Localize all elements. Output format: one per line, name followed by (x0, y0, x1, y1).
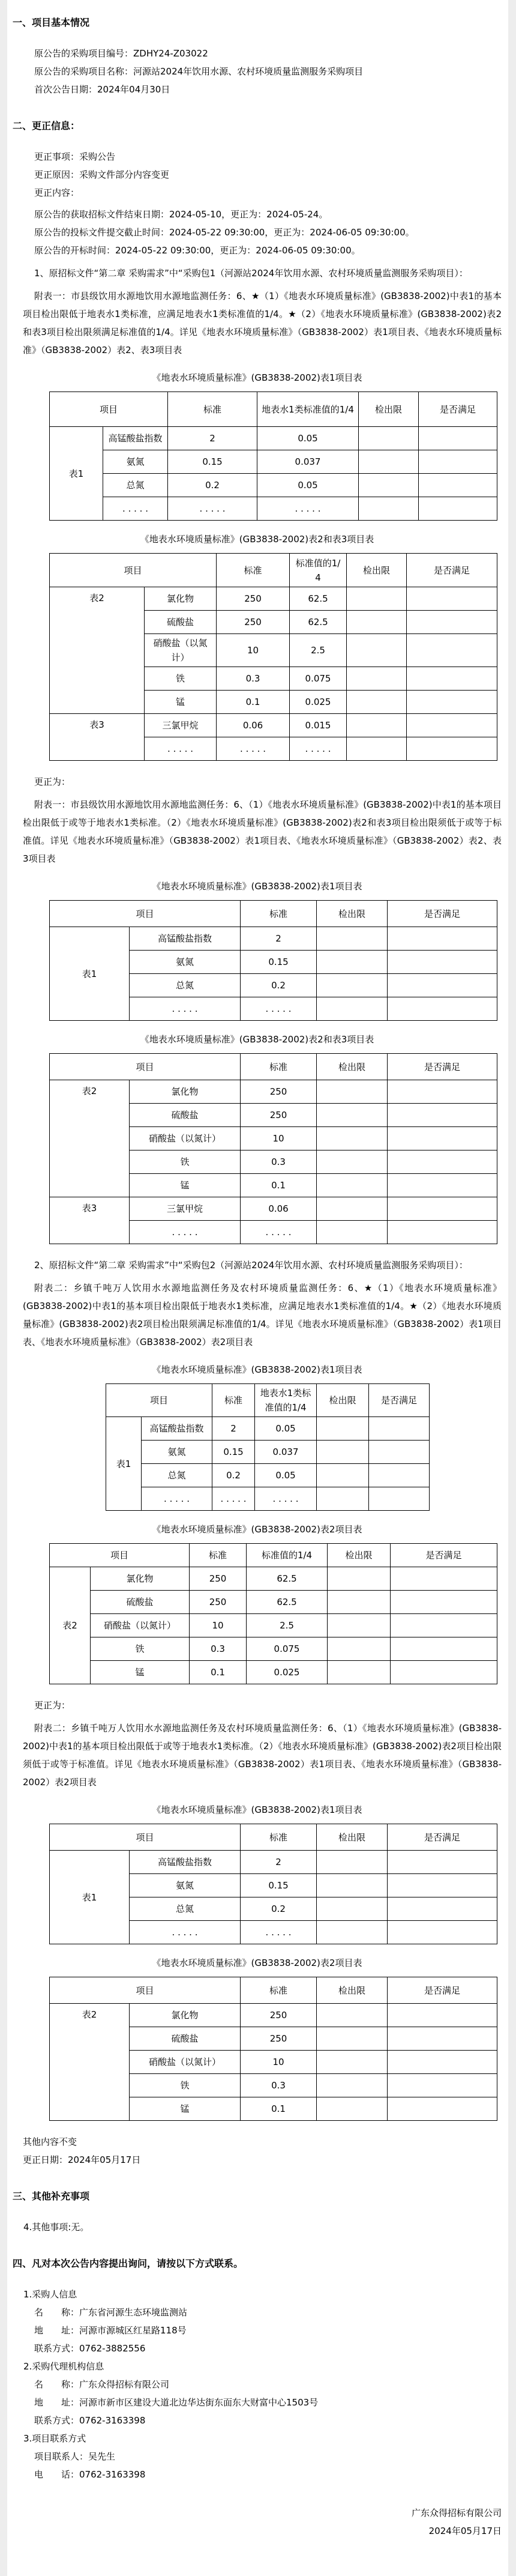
row-group-label: 表2 (50, 587, 145, 714)
table-cell (388, 974, 497, 997)
table-cell (317, 1464, 369, 1487)
column-header: 标准 (241, 901, 317, 927)
table-cell: 氯化物 (145, 587, 217, 611)
table-cell (388, 1197, 497, 1221)
table-cell (407, 691, 497, 714)
table-cell (388, 1127, 497, 1150)
package2-paragraph: 2、原招标文件“第二章 采购需求”中“采购包2（河源站2024年饮用水源、农村环境质量监测服务采购项目）： (34, 1260, 468, 1271)
table-cell: 铁 (130, 2074, 241, 2097)
table-cell: . . . . . (130, 997, 241, 1021)
column-header: 检出限 (328, 1544, 391, 1567)
table-cell: 0.15 (241, 1874, 317, 1897)
table-cell: 氨氮 (142, 1441, 212, 1464)
table-cell (388, 1104, 497, 1127)
column-header: 标准 (217, 554, 290, 587)
table-cell: 高锰酸盐指数 (103, 427, 168, 450)
table-cell (317, 1174, 388, 1197)
table-cell: 0.3 (241, 2074, 317, 2097)
data-table (49, 392, 497, 521)
table-cell (407, 737, 497, 761)
column-header: 是否满足 (391, 1544, 497, 1567)
table-cell: 锰 (91, 1661, 190, 1684)
row-group-label: 表1 (50, 927, 130, 1021)
table-cell (369, 1487, 430, 1511)
column-header: 标准 (168, 392, 257, 427)
table-cell: 250 (217, 587, 290, 611)
table-cell (391, 1567, 497, 1591)
table-cell (317, 1417, 369, 1441)
table-cell (317, 1150, 388, 1174)
purchaser-name: 名 称：广东省河源生态环境监测站 (34, 2307, 188, 2318)
signature-block (13, 2504, 502, 2540)
table-cell: 0.05 (257, 474, 359, 497)
column-header: 检出限 (317, 1977, 388, 2004)
annex1-corrected-paragraph: 附表一：市县级饮用水源地饮用水源地监测任务：6、（1）《地表水环境质量标准》(GB3838-2002)中表1的基本项目检出限低于或等于地表水1类标准。（2）《地表水环境质量标准》(GB3838-2002)表2和表3项目检出限须低于或等于标准值。详见《地表水环境质量标准》（GB3838-2002）表1项目表、《地表水环境质量标准》（GB3838-2002）表2、表3项目表 (23, 799, 502, 864)
table-group-annex1-original-t2t3 (13, 533, 502, 761)
table-cell (391, 1591, 497, 1614)
table-cell (328, 1661, 391, 1684)
column-header: 项目 (50, 392, 168, 427)
data-table (49, 553, 497, 761)
data-table (49, 1824, 497, 1944)
table-cell: 硫酸盐 (91, 1591, 190, 1614)
table-title: 《地表水环境质量标准》(GB3838-2002)表2和表3项目表 (140, 1034, 374, 1045)
table-cell: 0.15 (241, 951, 317, 974)
column-header: 项目 (50, 1824, 241, 1851)
row-group-label: 表2 (50, 1567, 91, 1684)
table-cell (317, 1874, 388, 1897)
correction-reason-line: 更正原因：采购文件部分内容变更 (34, 169, 170, 180)
table-cell (407, 587, 497, 611)
table-group-annex2-corrected-t1 (13, 1803, 502, 1944)
table-cell (391, 1661, 497, 1684)
table-cell (407, 667, 497, 691)
table-cell: 0.015 (290, 714, 347, 737)
table-cell (388, 1150, 497, 1174)
column-header: 是否满足 (388, 1054, 497, 1080)
project-contact-phone: 电 话：0762-3163398 (34, 2469, 146, 2480)
table-cell: 250 (217, 611, 290, 634)
table-cell: 0.2 (241, 974, 317, 997)
table-cell: 0.3 (217, 667, 290, 691)
table-cell: 总氮 (130, 1897, 241, 1921)
table-cell (369, 1417, 430, 1441)
table-cell: 0.15 (212, 1441, 255, 1464)
purchaser-address: 地 址：河源市源城区红星路118号 (34, 2325, 187, 2336)
column-header: 标准 (241, 1054, 317, 1080)
table-cell (347, 737, 407, 761)
table-cell: 2.5 (247, 1614, 328, 1637)
table-title: 《地表水环境质量标准》(GB3838-2002)表1项目表 (152, 1804, 362, 1815)
table-cell: 250 (241, 2004, 317, 2027)
section3-heading: 三、其他补充事项 (13, 2191, 90, 2202)
column-header: 标准值的1/4 (290, 554, 347, 587)
table-cell: 硫酸盐 (130, 2027, 241, 2051)
table-cell: 三氯甲烷 (145, 714, 217, 737)
data-table (106, 1383, 430, 1511)
table-cell (317, 1851, 388, 1874)
table-cell (369, 1441, 430, 1464)
first-announce-date-line: 首次公告日期：2024年04月30日 (34, 84, 170, 95)
table-cell (317, 2027, 388, 2051)
column-header: 是否满足 (388, 1977, 497, 2004)
table-cell (388, 2097, 497, 2121)
table-cell: . . . . . (255, 1487, 317, 1511)
column-header: 项目 (50, 1977, 241, 2004)
table-cell: . . . . . (130, 1921, 241, 1944)
table-cell: . . . . . (168, 497, 257, 521)
table-group-annex2-original-t1 (13, 1363, 502, 1511)
annex2-original-paragraph: 附表二：乡镇千吨万人饮用水水源地监测任务及农村环境质量监测任务：6、★（1）《地表水环境质量标准》(GB3838-2002)中表1的基本项目检出限低于地表水1类标准，应满足地表水1类标准值的1/4。★（2）《地表水环境质量标准》(GB3838-2002)表2项目检出限须满足标准值的1/4。详见《地表水环境质量标准》（GB3838-2002）表1项目表、《地表水环境质量标准》（GB3838-2002）表2项目表 (23, 1283, 502, 1347)
table-cell: 0.15 (168, 450, 257, 474)
table-cell (388, 2004, 497, 2027)
table-cell: 10 (241, 2051, 317, 2074)
table-cell: . . . . . (103, 497, 168, 521)
table-title: 《地表水环境质量标准》(GB3838-2002)表2和表3项目表 (140, 534, 374, 545)
table-cell: 0.3 (190, 1637, 247, 1661)
project-number-line: 原公告的采购项目编号：ZDHY24-Z03022 (34, 48, 208, 59)
column-header: 是否满足 (388, 901, 497, 927)
column-header: 地表水1类标准值的1/4 (255, 1384, 317, 1417)
table-cell (388, 2027, 497, 2051)
table-cell (328, 1637, 391, 1661)
table-cell: . . . . . (257, 497, 359, 521)
table-cell: 2 (241, 1851, 317, 1874)
column-header: 是否满足 (369, 1384, 430, 1417)
column-header: 检出限 (347, 554, 407, 587)
table-cell: 高锰酸盐指数 (130, 1851, 241, 1874)
table-cell (347, 667, 407, 691)
table-cell: 2 (212, 1417, 255, 1441)
table-cell (388, 2074, 497, 2097)
table-cell: 2 (168, 427, 257, 450)
table-cell (388, 951, 497, 974)
table-cell: 硝酸盐（以氮计） (130, 1127, 241, 1150)
table-cell: 250 (190, 1591, 247, 1614)
agency-contact: 联系方式：0762-3163398 (34, 2415, 146, 2426)
table-cell (328, 1591, 391, 1614)
table-cell (317, 1441, 369, 1464)
table-cell (388, 1921, 497, 1944)
table-cell: 氯化物 (91, 1567, 190, 1591)
package1-paragraph: 1、原招标文件“第二章 采购需求”中“采购包1（河源站2024年饮用水源、农村环境质量监测服务采购项目）： (34, 268, 468, 279)
table-cell: 0.025 (290, 691, 347, 714)
table-cell (317, 1921, 388, 1944)
table-cell: 0.037 (257, 450, 359, 474)
column-header: 标准 (241, 1824, 317, 1851)
column-header: 检出限 (359, 392, 419, 427)
table-cell: 2 (241, 927, 317, 951)
column-header: 检出限 (317, 1824, 388, 1851)
annex1-original-paragraph: 附表一：市县级饮用水源地饮用水源地监测任务：6、★（1）《地表水环境质量标准》(GB3838-2002)中表1的基本项目检出限低于地表水1类标准，应满足地表水1类标准值的1/4。★（2）《地表水环境质量标准》(GB3838-2002)表2和表3项目检出限须满足标准值的1/4。详见《地表水环境质量标准》（GB3838-2002）表1项目表、《地表水环境质量标准》（GB3838-2002）表2、表3项目表 (23, 291, 502, 355)
table-group-annex2-corrected-t2 (13, 1956, 502, 2121)
table-cell (388, 1080, 497, 1104)
section4-heading: 四、凡对本次公告内容提出询问，请按以下方式联系。 (13, 2258, 244, 2269)
purchaser-contact: 联系方式：0762-3882556 (34, 2343, 146, 2354)
table-cell: 0.2 (212, 1464, 255, 1487)
project-contact-label: 3.项目联系方式 (23, 2433, 86, 2444)
table-cell (317, 2097, 388, 2121)
row-group-label: 表3 (50, 1197, 130, 1244)
column-header: 地表水1类标准值的1/4 (257, 392, 359, 427)
table-cell: 62.5 (290, 587, 347, 611)
table-cell (317, 951, 388, 974)
corrected-to-label-1: 更正为： (34, 776, 71, 787)
table-cell: 0.1 (241, 1174, 317, 1197)
table-cell (317, 1080, 388, 1104)
column-header: 项目 (50, 554, 217, 587)
project-name-line: 原公告的采购项目名称：河源站2024年饮用水源、农村环境质量监测服务采购项目 (34, 66, 364, 77)
other-unchanged-line: 其他内容不变 (23, 2136, 77, 2147)
row-group-label: 表3 (50, 714, 145, 761)
table-cell (317, 2004, 388, 2027)
table-cell: 250 (241, 1104, 317, 1127)
table-cell: 0.05 (255, 1464, 317, 1487)
table-title: 《地表水环境质量标准》(GB3838-2002)表2项目表 (152, 1524, 362, 1535)
table-cell: 62.5 (290, 611, 347, 634)
bid-submit-deadline-line: 原公告的投标文件提交截止时间：2024-05-22 09:30:00，更正为：2024-06-05 09:30:00。 (34, 227, 415, 238)
table-cell: 0.075 (290, 667, 347, 691)
table-cell (317, 1897, 388, 1921)
column-header: 检出限 (317, 1054, 388, 1080)
table-cell: 250 (241, 1080, 317, 1104)
table-cell (388, 2051, 497, 2074)
table-cell: 高锰酸盐指数 (142, 1417, 212, 1441)
table-cell: 62.5 (247, 1567, 328, 1591)
row-group-label: 表1 (50, 1851, 130, 1944)
table-cell (388, 1874, 497, 1897)
table-cell: . . . . . (241, 1221, 317, 1244)
table-cell (317, 974, 388, 997)
purchaser-label: 1.采购人信息 (23, 2289, 77, 2300)
table-cell: 62.5 (247, 1591, 328, 1614)
table-cell (359, 450, 419, 474)
correction-date-line: 更正日期：2024年05月17日 (23, 2154, 141, 2165)
corrected-to-label-2: 更正为： (34, 1700, 71, 1711)
agency-name: 名 称：广东众得招标有限公司 (34, 2379, 170, 2390)
table-cell: 氯化物 (130, 2004, 241, 2027)
table-cell: 硝酸盐（以氮计） (91, 1614, 190, 1637)
bid-open-time-line: 原公告的开标时间：2024-05-22 09:30:00，更正为：2024-06-05 09:30:00。 (34, 245, 361, 256)
table-cell: 硝酸盐（以氮计） (145, 634, 217, 667)
table-title: 《地表水环境质量标准》(GB3838-2002)表1项目表 (152, 372, 362, 383)
table-cell (388, 1851, 497, 1874)
data-table (49, 1977, 497, 2121)
table-cell (407, 714, 497, 737)
table-cell: 250 (190, 1567, 247, 1591)
table-cell: 0.3 (241, 1150, 317, 1174)
table-cell: . . . . . (290, 737, 347, 761)
table-cell (388, 997, 497, 1021)
table-cell: 0.025 (247, 1661, 328, 1684)
table-cell (407, 634, 497, 667)
column-header: 检出限 (317, 1384, 369, 1417)
table-cell: 0.06 (241, 1197, 317, 1221)
table-cell: 0.2 (168, 474, 257, 497)
table-cell: 高锰酸盐指数 (130, 927, 241, 951)
table-cell: 250 (241, 2027, 317, 2051)
column-header: 是否满足 (419, 392, 497, 427)
table-cell: 氨氮 (130, 951, 241, 974)
table-cell (317, 1197, 388, 1221)
table-cell: 氨氮 (130, 1874, 241, 1897)
column-header: 标准 (190, 1544, 247, 1567)
data-table (49, 1543, 497, 1684)
table-cell: . . . . . (130, 1221, 241, 1244)
table-cell: 锰 (130, 1174, 241, 1197)
table-cell (419, 450, 497, 474)
table-cell (419, 497, 497, 521)
table-cell: 锰 (145, 691, 217, 714)
row-group-label: 表1 (106, 1417, 142, 1511)
correction-item-line: 更正事项：采购公告 (34, 151, 116, 162)
table-cell: 10 (241, 1127, 317, 1150)
column-header: 项目 (50, 1544, 190, 1567)
section2-heading: 二、更正信息： (13, 120, 80, 132)
column-header: 项目 (50, 901, 241, 927)
table-cell: . . . . . (217, 737, 290, 761)
table-cell (391, 1637, 497, 1661)
table-cell: 0.037 (255, 1441, 317, 1464)
table-cell (317, 1487, 369, 1511)
table-cell (317, 1127, 388, 1150)
table-cell (347, 634, 407, 667)
table-title: 《地表水环境质量标准》(GB3838-2002)表1项目表 (152, 1364, 362, 1375)
table-cell: 铁 (130, 1150, 241, 1174)
table-cell (317, 997, 388, 1021)
table-cell (359, 497, 419, 521)
table-cell: 0.1 (217, 691, 290, 714)
column-header: 项目 (106, 1384, 212, 1417)
table-group-annex2-original-t2 (13, 1523, 502, 1684)
table-cell: 10 (217, 634, 290, 667)
table-cell (419, 427, 497, 450)
agency-label: 2.采购代理机构信息 (23, 2361, 104, 2372)
row-group-label: 表1 (50, 427, 103, 521)
table-cell: 锰 (130, 2097, 241, 2121)
column-header: 是否满足 (407, 554, 497, 587)
table-cell (388, 1897, 497, 1921)
table-cell: . . . . . (212, 1487, 255, 1511)
table-cell (369, 1464, 430, 1487)
table-cell: 0.2 (241, 1897, 317, 1921)
table-cell: 氯化物 (130, 1080, 241, 1104)
table-cell (328, 1614, 391, 1637)
doc-deadline-line: 原公告的获取招标文件结束日期：2024-05-10，更正为：2024-05-24。 (34, 209, 328, 220)
data-table (49, 900, 497, 1021)
correction-content-label: 更正内容： (34, 187, 80, 198)
table-cell (419, 474, 497, 497)
table-cell: . . . . . (145, 737, 217, 761)
column-header: 标准 (212, 1384, 255, 1417)
table-cell: . . . . . (241, 1921, 317, 1944)
table-group-annex1-corrected-t1 (13, 880, 502, 1021)
table-cell (347, 714, 407, 737)
table-cell: . . . . . (241, 997, 317, 1021)
table-cell (388, 1221, 497, 1244)
table-cell: 三氯甲烷 (130, 1197, 241, 1221)
table-cell (347, 691, 407, 714)
table-cell: 硫酸盐 (130, 1104, 241, 1127)
table-title: 《地表水环境质量标准》(GB3838-2002)表1项目表 (152, 881, 362, 892)
table-cell: . . . . . (142, 1487, 212, 1511)
table-cell: 0.1 (190, 1661, 247, 1684)
table-cell (317, 2074, 388, 2097)
table-cell (391, 1614, 497, 1637)
agency-address: 地 址：河源市新市区建设大道北边华达街东面东大财富中心1503号 (34, 2397, 319, 2408)
column-header: 项目 (50, 1054, 241, 1080)
table-cell: 总氮 (130, 974, 241, 997)
table-cell: 2.5 (290, 634, 347, 667)
table-cell: 氨氮 (103, 450, 168, 474)
table-cell (317, 2051, 388, 2074)
table-cell (328, 1567, 391, 1591)
project-contact-person: 项目联系人：吴先生 (34, 2451, 116, 2462)
table-cell (347, 611, 407, 634)
table-cell (317, 927, 388, 951)
column-header: 是否满足 (388, 1824, 497, 1851)
table-cell (347, 587, 407, 611)
signature-company: 广东众得招标有限公司 (411, 2508, 502, 2518)
annex2-corrected-paragraph: 附表二：乡镇千吨万人饮用水水源地监测任务及农村环境质量监测任务：6、（1）《地表水环境质量标准》(GB3838-2002)中表1的基本项目检出限低于或等于地表水1类标准。（2）《地表水环境质量标准》(GB3838-2002)表2项目检出限须低于或等于标准值。详见《地表水环境质量标准》（GB3838-2002）表1项目表、《地表水环境质量标准》（GB3838-2002）表2项目表 (23, 1723, 502, 1788)
column-header: 标准值的1/4 (247, 1544, 328, 1567)
column-header: 标准 (241, 1977, 317, 2004)
table-cell: 硝酸盐（以氮计） (130, 2051, 241, 2074)
table-title: 《地表水环境质量标准》(GB3838-2002)表2项目表 (152, 1958, 362, 1968)
table-cell (317, 1104, 388, 1127)
data-table (49, 1053, 497, 1244)
table-cell: 0.075 (247, 1637, 328, 1661)
table-cell (388, 1174, 497, 1197)
row-group-label: 表2 (50, 2004, 130, 2121)
table-cell (359, 427, 419, 450)
table-cell (388, 927, 497, 951)
table-cell (317, 1221, 388, 1244)
signature-date: 2024年05月17日 (428, 2526, 502, 2536)
column-header: 检出限 (317, 901, 388, 927)
table-cell: 10 (190, 1614, 247, 1637)
table-group-annex1-corrected-t2t3 (13, 1033, 502, 1244)
table-cell: 总氮 (142, 1464, 212, 1487)
table-cell (407, 611, 497, 634)
table-cell: 铁 (91, 1637, 190, 1661)
table-cell: 0.06 (217, 714, 290, 737)
table-cell: 0.05 (255, 1417, 317, 1441)
table-group-annex1-original-t1 (13, 371, 502, 521)
table-cell (359, 474, 419, 497)
section1-heading: 一、项目基本情况 (13, 17, 90, 28)
row-group-label: 表2 (50, 1080, 130, 1197)
table-cell: 硫酸盐 (145, 611, 217, 634)
table-cell: 0.05 (257, 427, 359, 450)
table-cell: 0.1 (241, 2097, 317, 2121)
table-cell: 铁 (145, 667, 217, 691)
other-matters-line: 4.其他事项:无。 (23, 2222, 89, 2233)
table-cell: 总氮 (103, 474, 168, 497)
